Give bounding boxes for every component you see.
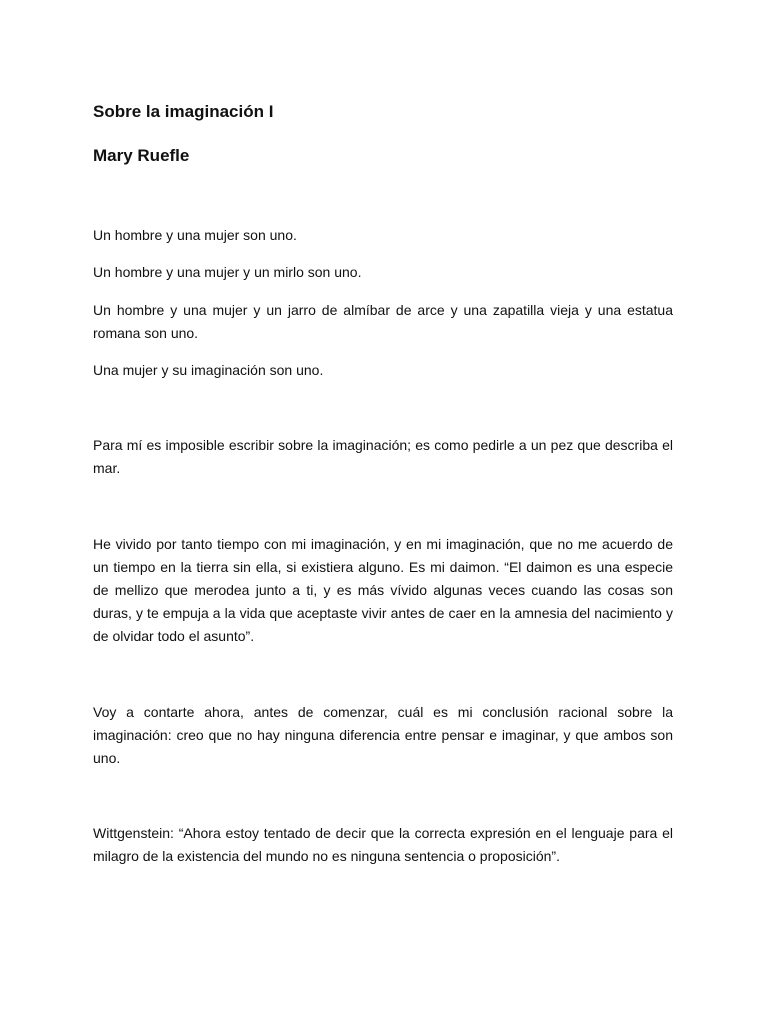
document-author: Mary Ruefle xyxy=(93,146,190,165)
paragraph-6: He vivido por tanto tiempo con mi imaginación, y en mi imaginación, que no me acuerdo de un tiempo en la tierra sin ella, si existiera alguno. Es mi daimon. “El daimon es una especie de mellizo que merodea junto a ti, y es más vívido algunas veces cuando las cosas son duras, y te empuja a la vida que aceptaste vivir antes de caer en la amnesia del nacimiento y de olvidar todo el asunto”. xyxy=(93,536,673,644)
document-title: Sobre la imaginación I xyxy=(93,102,274,121)
paragraph-7: Voy a contarte ahora, antes de comenzar, cuál es mi conclusión racional sobre la imaginación: creo que no hay ninguna diferencia entre pensar e imaginar, y que ambos son uno. xyxy=(93,704,673,766)
paragraph-1: Un hombre y una mujer son uno. xyxy=(93,227,297,243)
paragraph-3: Un hombre y una mujer y un jarro de almíbar de arce y una zapatilla vieja y una estatua romana son uno. xyxy=(93,302,673,341)
paragraph-8: Wittgenstein: “Ahora estoy tentado de decir que la correcta expresión en el lenguaje para el milagro de la existencia del mundo no es ninguna sentencia o proposición”. xyxy=(93,825,673,864)
paragraph-2: Un hombre y una mujer y un mirlo son uno. xyxy=(93,264,362,280)
paragraph-5: Para mí es imposible escribir sobre la imaginación; es como pedirle a un pez que describa el mar. xyxy=(93,437,673,476)
document-page xyxy=(93,0,673,1024)
paragraph-4: Una mujer y su imaginación son uno. xyxy=(93,362,324,378)
